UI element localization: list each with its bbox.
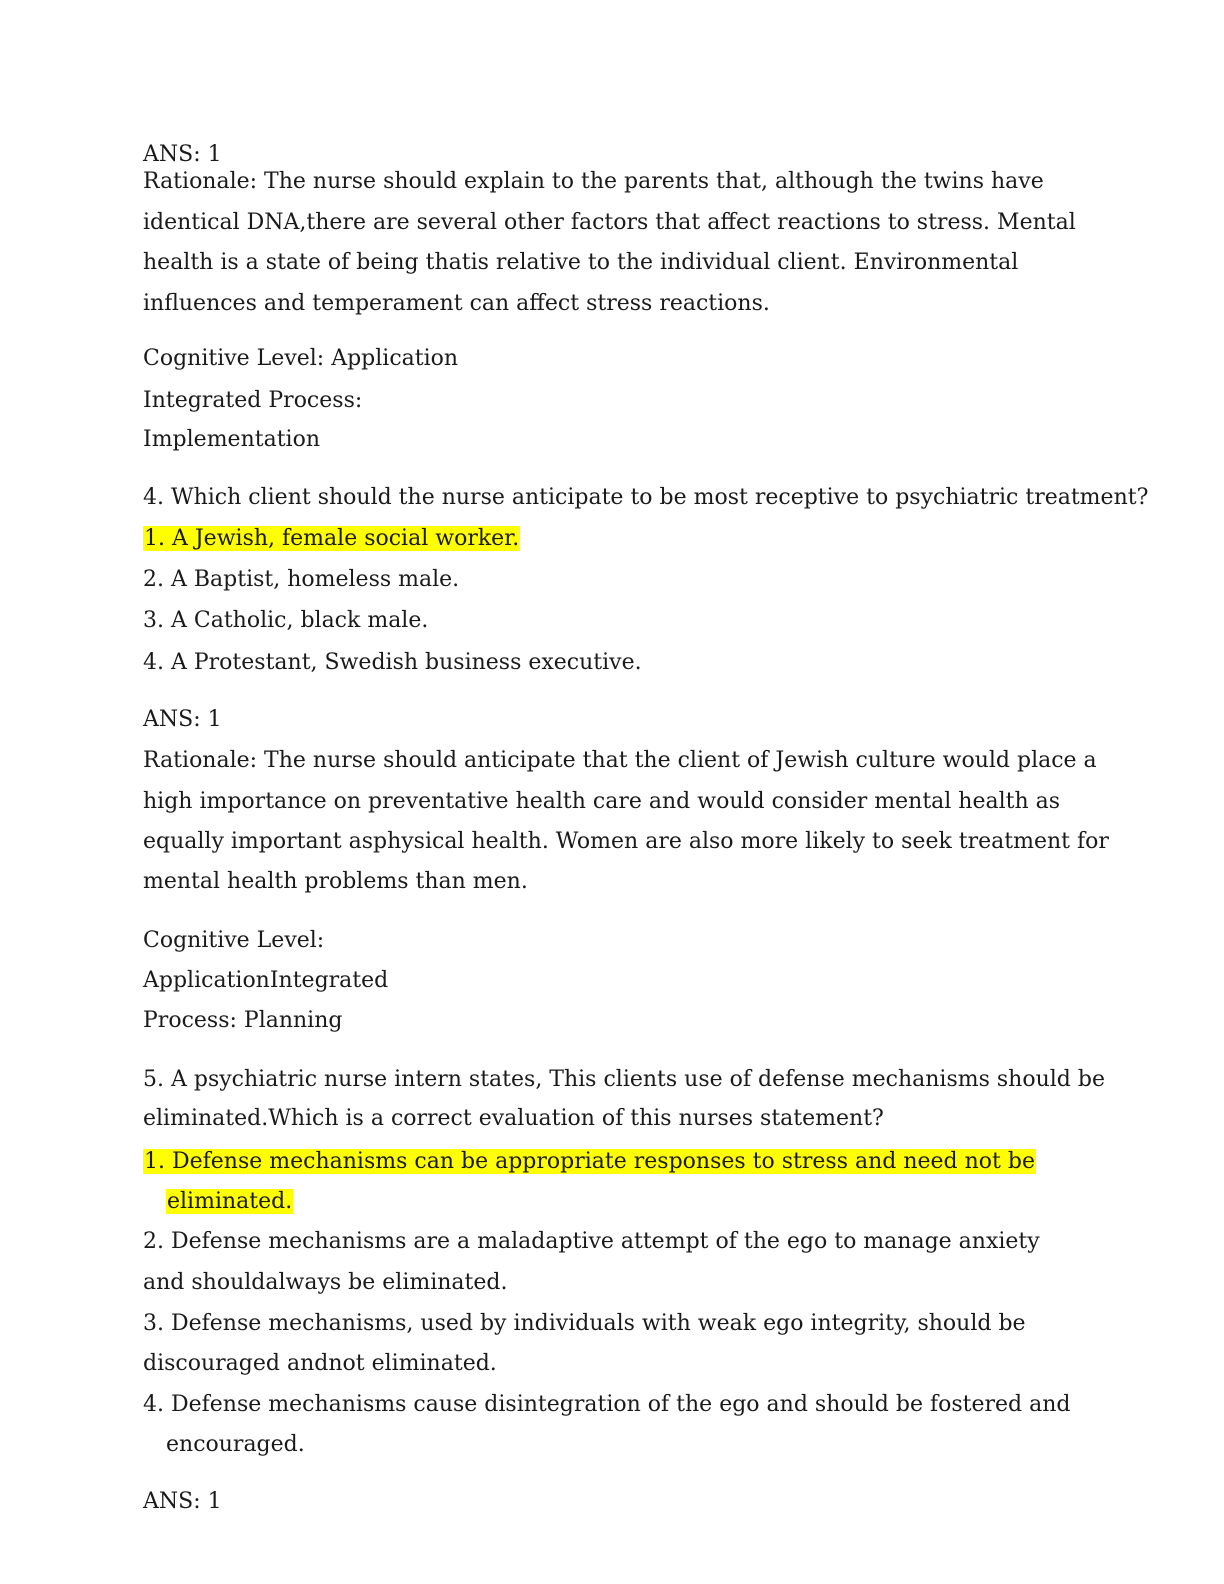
rationale-line: Rationale: The nurse should explain to the parents that, although the twins have (143, 169, 1044, 194)
cognitive-level: Cognitive Level: (143, 928, 325, 953)
option: 2. Defense mechanisms are a maladaptive attempt of the ego to manage anxiety (143, 1229, 1040, 1254)
option: 3. A Catholic, black male. (143, 608, 429, 633)
rationale-line: identical DNA,there are several other factors that affect reactions to stress. Mental (143, 210, 1076, 235)
integrated-process-value: Implementation (143, 427, 320, 452)
integrated-process: Process: Planning (143, 1008, 343, 1033)
cognitive-level-value: ApplicationIntegrated (143, 968, 389, 993)
question-5: 5. A psychiatric nurse intern states, This clients use of defense mechanisms should be (143, 1067, 1105, 1092)
option-highlighted (143, 524, 520, 554)
rationale-line: high importance on preventative health care and would consider mental health as (143, 789, 1061, 814)
integrated-process-label: Integrated Process: (143, 388, 363, 413)
question-5-cont: eliminated.Which is a correct evaluation of this nurses statement? (143, 1106, 884, 1131)
rationale-line: influences and temperament can affect stress reactions. (143, 291, 770, 316)
rationale-line: Rationale: The nurse should anticipate that the client of Jewish culture would place a (143, 748, 1097, 773)
option: 3. Defense mechanisms, used by individuals with weak ego integrity, should be (143, 1311, 1026, 1336)
rationale-line: health is a state of being thatis relative to the individual client. Environmental (143, 250, 1019, 275)
correct-answer-highlight: 1. A Jewish, female social worker. (144, 526, 520, 551)
option-highlighted (143, 1147, 1036, 1177)
page-header-mark (596, 0, 624, 5)
answer-line: ANS: 1 (143, 142, 222, 167)
option: 2. A Baptist, homeless male. (143, 567, 460, 592)
rationale-line: mental health problems than men. (143, 869, 528, 894)
option-cont: and shouldalways be eliminated. (143, 1270, 508, 1295)
option-cont: encouraged. (166, 1432, 305, 1457)
option: 4. Defense mechanisms cause disintegration of the ego and should be fostered and (143, 1392, 1071, 1417)
rationale-line: equally important asphysical health. Women are also more likely to seek treatment for (143, 829, 1109, 854)
answer-line: ANS: 1 (143, 707, 222, 732)
option: 4. A Protestant, Swedish business executive. (143, 650, 642, 675)
answer-line: ANS: 1 (143, 1489, 222, 1514)
cognitive-level: Cognitive Level: Application (143, 346, 459, 371)
option-cont: discouraged andnot eliminated. (143, 1351, 497, 1376)
question-4: 4. Which client should the nurse anticipate to be most receptive to psychiatric treatment? (143, 485, 1149, 510)
option-highlighted-cont (166, 1187, 293, 1217)
correct-answer-highlight: eliminated. (167, 1189, 293, 1214)
correct-answer-highlight: 1. Defense mechanisms can be appropriate responses to stress and need not be (144, 1149, 1035, 1174)
